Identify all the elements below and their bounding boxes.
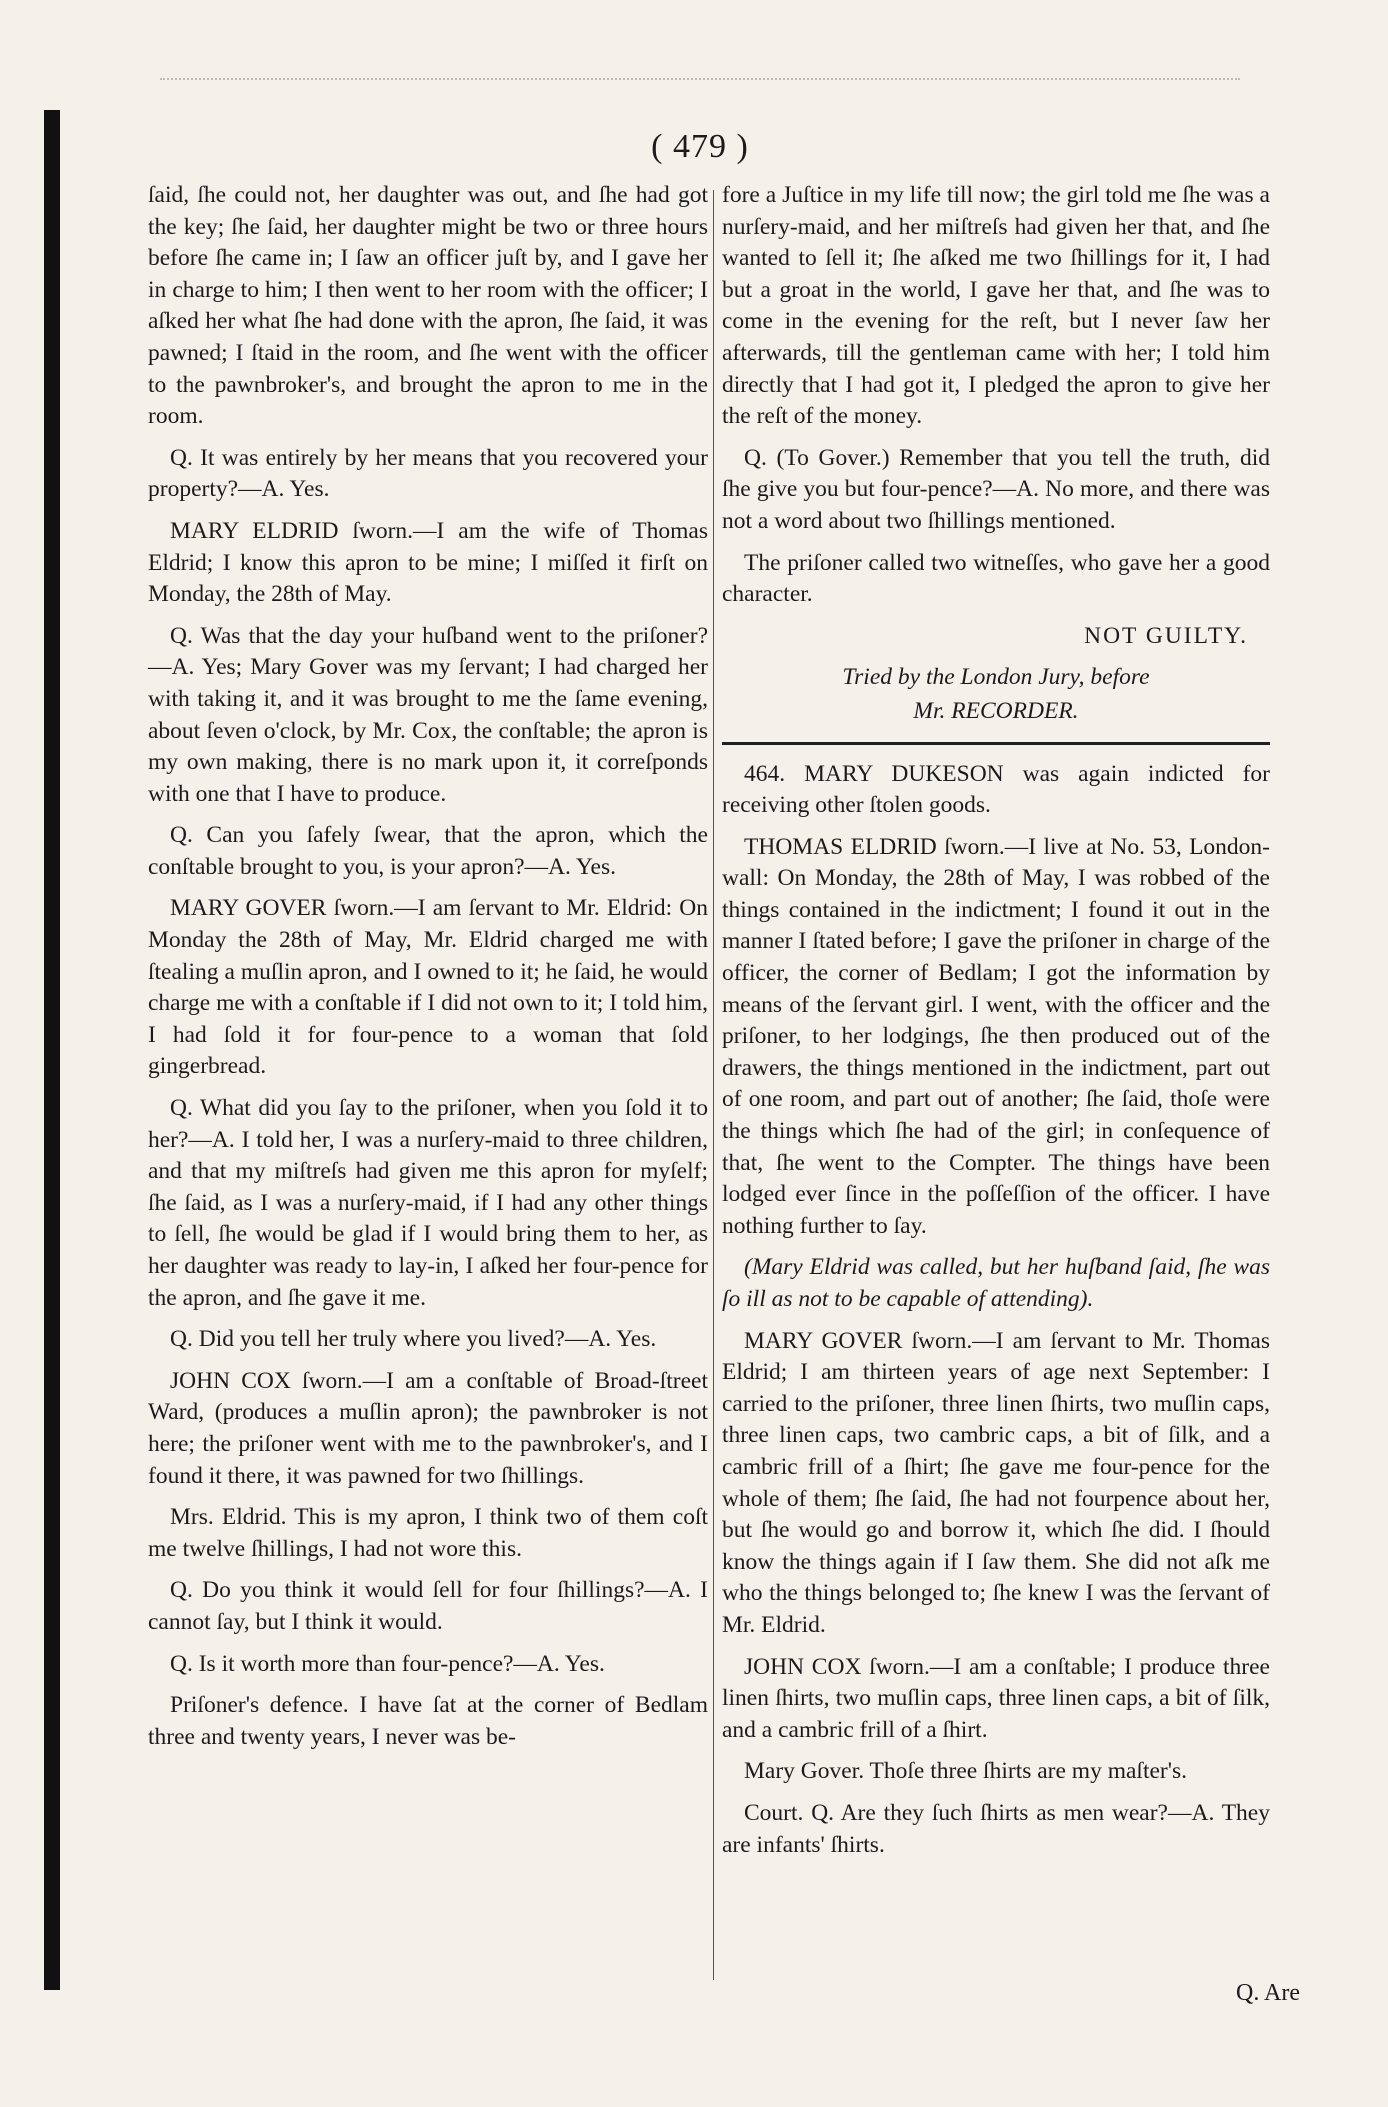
paragraph: Mary Gover. Thoſe three ſhirts are my maſter's. bbox=[744, 1758, 1187, 1785]
paragraph: MARY GOVER ſworn.—I am ſervant to Mr. Thomas Eldrid; I am thirteen years of age next September: I carried to the priſoner, three linen ſhirts, two muſlin caps, three linen caps, two cambric caps, a bit of ſilk, and a cambric frill of a ſhirt; ſhe gave me four-pence for the whole of them; ſhe ſaid, ſhe had not fourpence about her, but ſhe would go and borrow it, which ſhe did. I ſhould know the things again if I ſaw them. She did not aſk me who the things belonged to; ſhe knew I was the ſervant of Mr. Eldrid. bbox=[722, 1327, 1270, 1638]
paragraph: Mrs. Eldrid. This is my apron, I think two of them coſt me twelve ſhillings, I had not wore this. bbox=[148, 1504, 708, 1562]
paragraph: The priſoner called two witneſſes, who gave her a good character. bbox=[722, 549, 1270, 608]
trial-note-line-2: Mr. RECORDER. bbox=[913, 697, 1079, 724]
paragraph: JOHN COX ſworn.—I am a conſtable; I produce three linen ſhirts, two muſlin caps, three linen caps, a bit of ſilk, and a cambric frill of a ſhirt. bbox=[722, 1653, 1270, 1743]
section-rule bbox=[722, 742, 1270, 745]
paragraph: Priſoner's defence. I have ſat at the corner of Bedlam three and twenty years, I never was be- bbox=[148, 1692, 708, 1750]
left-column bbox=[148, 180, 708, 1763]
paragraph: MARY GOVER ſworn.—I am ſervant to Mr. Eldrid: On Monday the 28th of May, Mr. Eldrid charged me with ſtealing a muſlin apron, and I owned to it; he ſaid, he would charge me with a conſtable if I did not own to it; I told him, I had ſold it for four-pence to a woman that ſold gingerbread. bbox=[148, 895, 708, 1080]
paragraph: ſaid, ſhe could not, her daughter was out, and ſhe had got the key; ſhe ſaid, her daughter might be two or three hours before ſhe came in; I ſaw an officer juſt by, and I gave her in charge to him; I then went to her room with the officer; I aſked her what ſhe had done with the apron, ſhe ſaid, it was pawned; I ſtaid in the room, and ſhe went with the officer to the pawnbroker's, and brought the apron to me in the room. bbox=[148, 182, 708, 430]
case-heading: 464. MARY DUKESON was again indicted for receiving other ſtolen goods. bbox=[722, 760, 1270, 819]
paragraph: Q. Can you ſafely ſwear, that the apron, which the conſtable brought to you, is your apron?—A. Yes. bbox=[148, 822, 708, 880]
right-column bbox=[722, 180, 1270, 1871]
paragraph: Q. It was entirely by her means that you recovered your property?—A. Yes. bbox=[148, 444, 708, 503]
trial-note-line-1: Tried by the London Jury, before bbox=[842, 664, 1150, 691]
paragraph: Q. (To Gover.) Remember that you tell the truth, did ſhe give you but four-pence?—A. No more, and there was not a word about two ſhillings mentioned. bbox=[722, 444, 1270, 534]
paragraph: (Mary Eldrid was called, but her huſband ſaid, ſhe was ſo ill as not to be capable of attending). bbox=[722, 1254, 1270, 1312]
paragraph: Q. Do you think it would ſell for four ſhillings?—A. I cannot ſay, but I think it would. bbox=[148, 1577, 708, 1635]
paragraph: MARY ELDRID ſworn.—I am the wife of Thomas Eldrid; I know this apron to be mine; I miſſed it firſt on Monday, the 28th of May. bbox=[148, 517, 708, 608]
paragraph: JOHN COX ſworn.—I am a conſtable of Broad-ſtreet Ward, (produces a muſlin apron); the pawnbroker is not here; the priſoner went with me to the pawnbroker's, and I found it there, it was pawned for two ſhillings. bbox=[148, 1367, 708, 1489]
paragraph: Q. Did you tell her truly where you lived?—A. Yes. bbox=[170, 1326, 657, 1353]
header-bleed-through bbox=[160, 78, 1240, 88]
column-divider bbox=[713, 190, 714, 1980]
paragraph: THOMAS ELDRID ſworn.—I live at No. 53, London-wall: On Monday, the 28th of May, I was robbed of the things contained in the indictment; I found it out in the manner I ſtated before; I gave the priſoner in charge of the officer, the corner of Bedlam; I got the information by means of the ſervant girl. I went, with the officer and the priſoner, to her lodgings, ſhe then produced out of the drawers, the things mentioned in the indictment, part out of one room, and part out of another; ſhe ſaid, thoſe were the things which ſhe had of the girl; in conſequence of that, ſhe went to the Compter. The things have been lodged ever ſince in the poſſeſſion of the officer. I have nothing further to ſay. bbox=[722, 833, 1270, 1239]
paragraph: Q. Is it worth more than four-pence?—A. Yes. bbox=[170, 1650, 605, 1677]
verdict: NOT GUILTY. bbox=[1084, 622, 1248, 649]
paragraph: Q. What did you ſay to the priſoner, when you ſold it to her?—A. I told her, I was a nurſery-maid to three children, and that my miſtreſs had given me this apron for myſelf; ſhe ſaid, as I was a nurſery-maid, if I had any other things to ſell, ſhe would be glad if I would bring them to her, as her daughter was ready to lay-in, I aſked her four-pence for the apron, and ſhe gave it me. bbox=[148, 1095, 708, 1311]
catchword: Q. Are bbox=[1236, 1980, 1300, 2006]
paragraph: Court. Q. Are they ſuch ſhirts as men wear?—A. They are infants' ſhirts. bbox=[722, 1799, 1270, 1858]
book-spine-shadow bbox=[44, 110, 60, 1990]
paragraph: fore a Juſtice in my life till now; the girl told me ſhe was a nurſery-maid, and her miſtreſs had given her that, and ſhe wanted to ſell it; ſhe aſked me two ſhillings for it, I had but a groat in the world, I gave her that, and ſhe was to come in the evening for the reſt, but I never ſaw her afterwards, till the gentleman came with her; I told him directly that I had got it, I pledged the apron to give her the reſt of the money. bbox=[722, 182, 1270, 430]
paragraph: Q. Was that the day your huſband went to the priſoner?—A. Yes; Mary Gover was my ſervant; I had charged her with taking it, and it was brought to me the ſame evening, about ſeven o'clock, by Mr. Cox, the conſtable; the apron is my own making, there is no mark upon it, it correſponds with one that I have to produce. bbox=[148, 622, 708, 807]
page-number: ( 479 ) bbox=[651, 128, 749, 165]
